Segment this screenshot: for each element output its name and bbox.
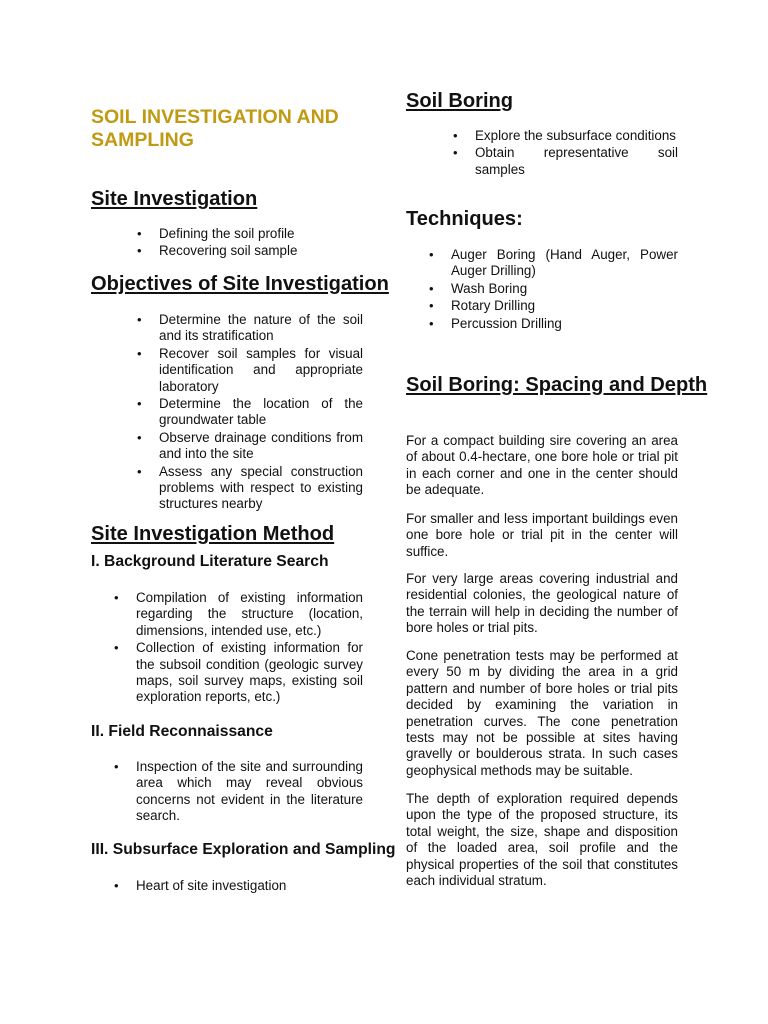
- heading-field-reconnaissance: II. Field Reconnaissance: [91, 723, 273, 740]
- objectives-list: [159, 312, 363, 514]
- heading-subsurface-exploration: III. Subsurface Exploration and Sampling: [91, 841, 396, 858]
- heading-site-investigation-method: Site Investigation Method: [91, 523, 335, 545]
- list-item: • Percussion Drilling: [451, 316, 678, 332]
- paragraph: Cone penetration tests may be performed at every 50 m by dividing the area in a grid pattern and number of bore holes or trial pits decided by examining the variation in penetration curves. The cone penetration tests may not be possible at sites having gravelly or boulderous strata. In such cases geophysical methods may be suitable.: [406, 648, 678, 778]
- list-item: • Rotary Drilling: [451, 298, 678, 314]
- subsurface-list: [136, 878, 363, 895]
- list-item: • Collection of existing information for the subsoil condition (geologic survey maps, soil survey maps, existing soil exploration reports, etc.): [136, 640, 363, 706]
- list-item: • Explore the subsurface conditions: [475, 128, 678, 144]
- list-item: • Obtain representative soil samples: [475, 145, 678, 178]
- field-reconnaissance-list: [136, 759, 363, 826]
- site-investigation-list: [159, 226, 363, 261]
- paragraph: For very large areas covering industrial and residential colonies, the geological nature of the terrain will help in deciding the number of bore holes or trial pits.: [406, 571, 678, 636]
- list-item: • Heart of site investigation: [136, 878, 363, 894]
- list-item: • Assess any special construction problems with respect to existing structures nearby: [159, 464, 363, 513]
- list-item: • Inspection of the site and surrounding area which may reveal obvious concerns not evident in the literature search.: [136, 759, 363, 825]
- heading-techniques: Techniques:: [406, 208, 523, 230]
- paragraph: The depth of exploration required depends upon the type of the proposed structure, its total weight, the size, shape and disposition of the loaded area, soil profile and the physical properties of the soil that constitutes each individual stratum.: [406, 791, 678, 889]
- heading-background-literature-search: I. Background Literature Search: [91, 553, 329, 570]
- heading-soil-boring: Soil Boring: [406, 90, 514, 112]
- list-item: • Wash Boring: [451, 281, 678, 297]
- heading-objectives: Objectives of Site Investigation: [91, 273, 389, 295]
- list-item: • Auger Boring (Hand Auger, Power Auger Drilling): [451, 247, 678, 280]
- soil-boring-list: [475, 128, 678, 179]
- list-item: • Determine the location of the groundwater table: [159, 396, 363, 429]
- list-item: • Compilation of existing information regarding the structure (location, dimensions, intended use, etc.): [136, 590, 363, 639]
- list-item: • Observe drainage conditions from and into the site: [159, 430, 363, 463]
- list-item: • Recover soil samples for visual identification and appropriate laboratory: [159, 346, 363, 395]
- paragraph: For smaller and less important buildings even one bore hole or trial pit in the center will suffice.: [406, 511, 678, 559]
- background-list: [136, 590, 363, 707]
- document-title: SOIL INVESTIGATION AND SAMPLING: [91, 106, 339, 151]
- techniques-list: [451, 247, 678, 333]
- list-item: • Recovering soil sample: [159, 243, 363, 259]
- heading-spacing-and-depth: Soil Boring: Spacing and Depth: [406, 374, 708, 396]
- list-item: • Defining the soil profile: [159, 226, 363, 242]
- paragraph: For a compact building sire covering an area of about 0.4-hectare, one bore hole or trial pit in each corner and one in the center should be adequate.: [406, 433, 678, 498]
- list-item: • Determine the nature of the soil and its stratification: [159, 312, 363, 345]
- heading-site-investigation: Site Investigation: [91, 188, 258, 210]
